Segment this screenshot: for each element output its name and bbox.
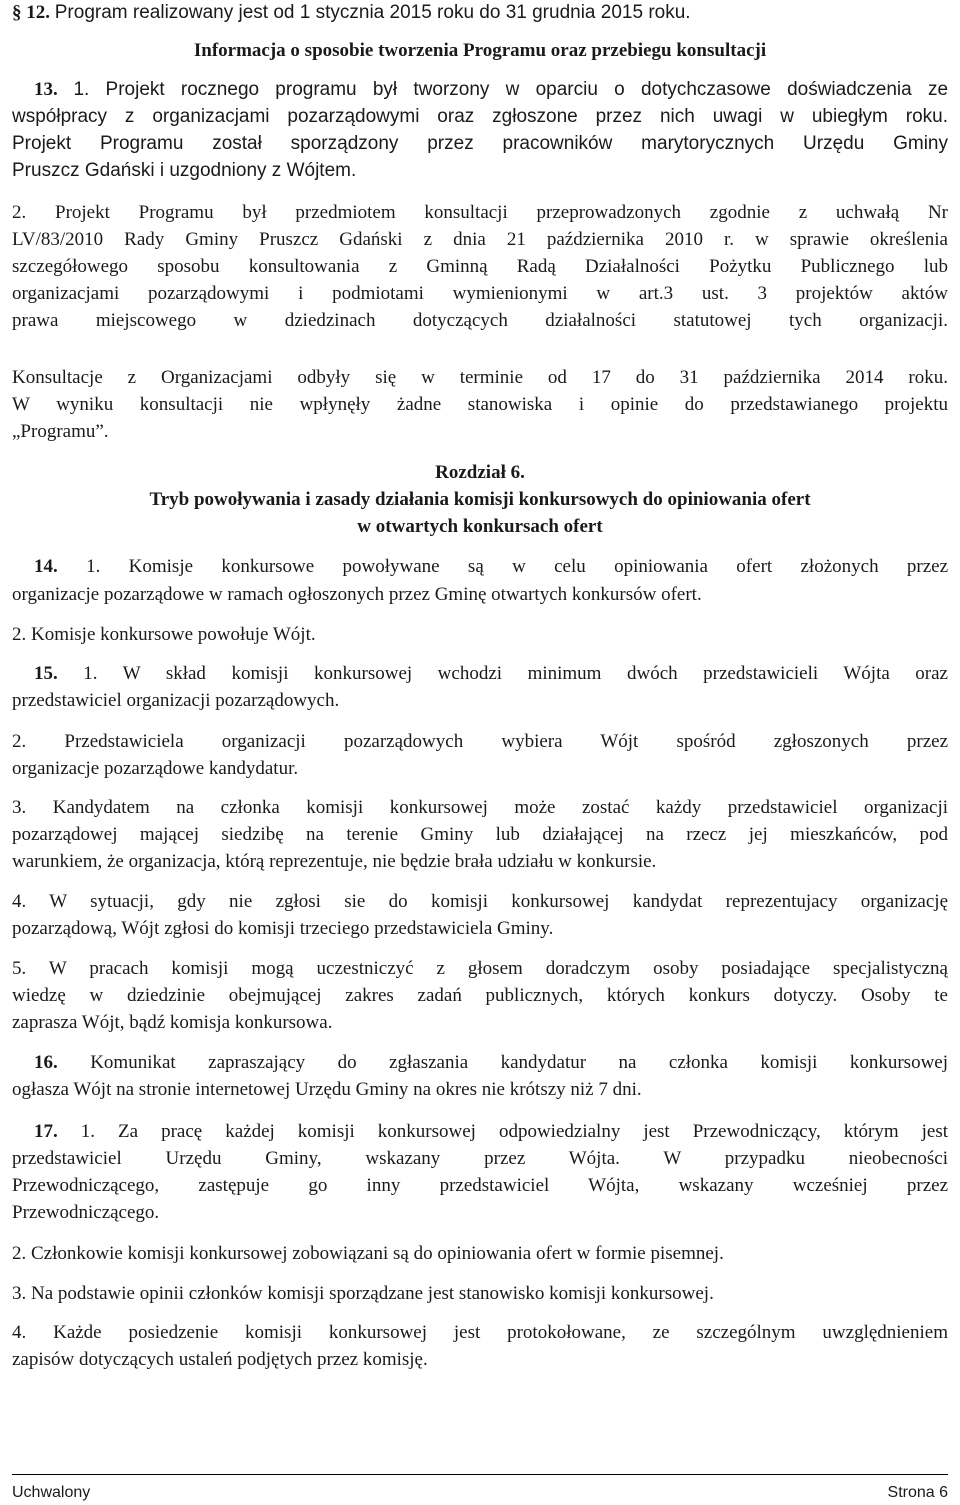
- section-17-p3: 3. Na podstawie opinii członków komisji sporządzane jest stanowisko komisji konkursowej.: [12, 1283, 714, 1304]
- section-15-p5-line-2: wiedzę w dziedzinie obejmującej zakres zadań publicznych, których konkurs dotyczy. Osoby te: [12, 985, 948, 1006]
- section-14-number: 14.: [34, 556, 58, 577]
- section-14-line-1: 14. 1. Komisje konkursowe powoływane są w celu opiniowania ofert złożonych przez: [12, 556, 948, 578]
- section-13-p2-line-2: LV/83/2010 Rady Gminy Pruszcz Gdański z dnia 21 października 2010 r. w sprawie określenia: [12, 229, 948, 250]
- section-17-line-4: Przewodniczącego.: [12, 1202, 160, 1223]
- chapter-subtitle-1: Tryb powoływania i zasady działania komisji konkursowych do opiniowania ofert: [149, 489, 811, 510]
- section-15-p3-line-3: warunkiem, że organizacja, którą reprezentuje, nie będzie brała udziału w konkursie.: [12, 851, 657, 872]
- section-15-p4-line-1: 4. W sytuacji, gdy nie zgłosi sie do komisji konkursowej kandydat reprezentujacy organizację: [12, 891, 948, 912]
- section-14-line-2: organizacje pozarządowe w ramach ogłoszonych przez Gminę otwartych konkursów ofert.: [12, 584, 702, 605]
- section-17-number: 17.: [34, 1121, 58, 1142]
- section-13-p2-line-5: prawa miejscowego w dziedzinach dotyczących działalności statutowej tych organizacji.: [12, 310, 948, 331]
- section-13-number: 13.: [34, 79, 58, 100]
- section-17-p4-line-2: zapisów dotyczących ustaleń podjętych przez komisję.: [12, 1349, 428, 1370]
- section-16-line-2: ogłasza Wójt na stronie internetowej Urzędu Gminy na okres nie krótszy niż 7 dni.: [12, 1079, 642, 1100]
- section-13-p3-line-1: Konsultacje z Organizacjami odbyły się w terminie od 17 do 31 października 2014 roku.: [12, 367, 948, 388]
- section-13-line-4: Pruszcz Gdański i uzgodniony z Wójtem.: [12, 160, 357, 181]
- section-17-p4-line-1: 4. Każde posiedzenie komisji konkursowej jest protokołowane, ze szczególnym uwzględnieniem: [12, 1322, 948, 1343]
- section-17-line-3: Przewodniczącego, zastępuje go inny przedstawiciel Wójta, wskazany wcześniej przez: [12, 1175, 948, 1196]
- section-13-p2-line-4: organizacjami pozarządowymi i podmiotami wymienionymi w art.3 ust. 3 projektów aktów: [12, 283, 948, 304]
- footer-status: Uchwalony: [12, 1484, 91, 1501]
- section-17-line-2: przedstawiciel Urzędu Gminy, wskazany przez Wójta. W przypadku nieobecności: [12, 1148, 948, 1169]
- section-13-line-1: 13. 1. Projekt rocznego programu był tworzony w oparciu o dotychczasowe doświadczenia ze: [12, 79, 948, 101]
- section-15-p4-line-2: pozarządową, Wójt zgłosi do komisji trzeciego przedstawiciela Gminy.: [12, 918, 554, 939]
- chapter-title: Rozdział 6.: [435, 462, 525, 483]
- section-12-number: § 12.: [12, 2, 50, 23]
- section-15-p2-line-1: 2. Przedstawiciela organizacji pozarządowych wybiera Wójt spośród zgłoszonych przez: [12, 731, 948, 752]
- section-12-text: Program realizowany jest od 1 stycznia 2015 roku do 31 grudnia 2015 roku.: [54, 2, 691, 23]
- chapter-subtitle-2: w otwartych konkursach ofert: [357, 516, 603, 537]
- section-16-number: 16.: [34, 1052, 58, 1073]
- info-heading: Informacja o sposobie tworzenia Programu oraz przebiegu konsultacji: [193, 40, 767, 61]
- section-15-number: 15.: [34, 663, 58, 684]
- section-15-p3-line-1: 3. Kandydatem na członka komisji konkursowej może zostać każdy przedstawiciel organizacji: [12, 797, 948, 818]
- section-13-p2-line-1: 2. Projekt Programu był przedmiotem konsultacji przeprowadzonych zgodnie z uchwałą Nr: [12, 202, 948, 223]
- section-12: [12, 2, 948, 24]
- section-15-line-2: przedstawiciel organizacji pozarządowych.: [12, 690, 340, 711]
- section-15-p3-line-2: pozarządowej mającej siedzibę na terenie Gminy lub działającej na rzecz jej mieszkańców, pod: [12, 824, 948, 845]
- section-13-p3-line-3: „Programu”.: [12, 421, 109, 442]
- section-13-p2-line-3: szczegółowego sposobu konsultowania z Gminną Radą Działalności Pożytku Publicznego lub: [12, 256, 948, 277]
- footer-divider: [12, 1474, 948, 1475]
- section-15-line-1: 15. 1. W skład komisji konkursowej wchodzi minimum dwóch przedstawicieli Wójta oraz: [12, 663, 948, 685]
- footer-page-number: Strona 6: [887, 1484, 948, 1501]
- section-16-line-1: 16. Komunikat zapraszający do zgłaszania kandydatur na członka komisji konkursowej: [12, 1052, 948, 1074]
- section-17-p2: 2. Członkowie komisji konkursowej zobowiązani są do opiniowania ofert w formie pisemnej.: [12, 1243, 724, 1264]
- section-15-p2-line-2: organizacje pozarządowe kandydatur.: [12, 758, 299, 779]
- section-13-p3-line-2: W wyniku konsultacji nie wpłynęły żadne stanowiska i opinie do przedstawianego projektu: [12, 394, 948, 415]
- section-13-line-3: Projekt Programu został sporządzony przez pracowników marytorycznych Urzędu Gminy: [12, 133, 948, 154]
- section-17-line-1: 17. 1. Za pracę każdej komisji konkursowej odpowiedzialny jest Przewodniczący, którym jest: [12, 1121, 948, 1143]
- section-15-p5-line-1: 5. W pracach komisji mogą uczestniczyć z głosem doradczym osoby posiadające specjalistyczną: [12, 958, 948, 979]
- section-15-p5-line-3: zaprasza Wójt, bądź komisja konkursowa.: [12, 1012, 333, 1033]
- section-14-p2: 2. Komisje konkursowe powołuje Wójt.: [12, 624, 316, 645]
- section-13-line-2: współpracy z organizacjami pozarządowymi oraz zgłoszone przez nich uwagi w ubiegłym roku.: [12, 106, 948, 127]
